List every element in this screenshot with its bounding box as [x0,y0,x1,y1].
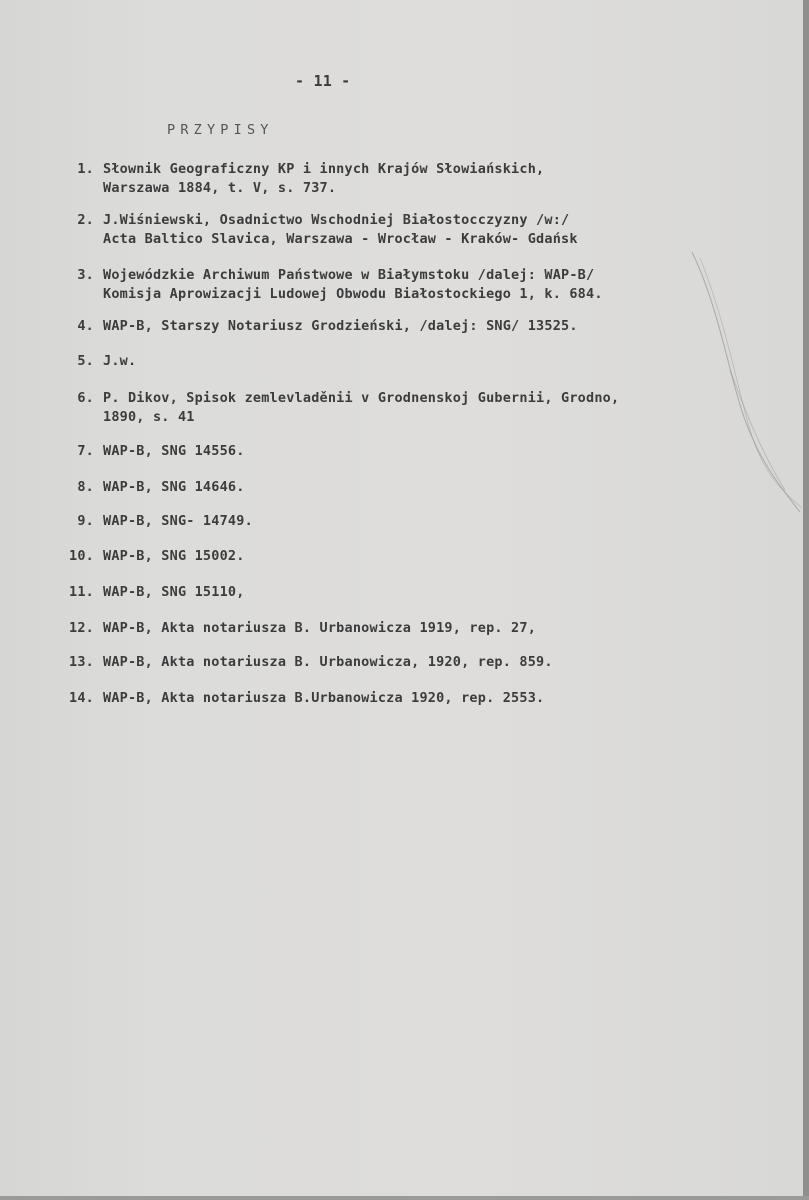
footnote-text: P. Dikov, Spisok zemlevladěnii v Grodnenskoj Gubernii, Grodno, [103,390,620,406]
footnote-number: 10. [69,548,94,564]
footnote-text: J.Wiśniewski, Osadnictwo Wschodniej Białostocczyzny /w:/ [103,212,570,228]
footnote-text: 1890, s. 41 [103,409,195,425]
page-number: - 11 - [295,72,351,90]
footnote-number: 12. [69,620,94,636]
footnote-text: WAP-B, SNG 15002. [103,548,245,564]
footnote-number: 9. [77,513,94,529]
footnote-text: WAP-B, Akta notariusza B.Urbanowicza 1920, rep. 2553. [103,690,545,706]
footnote-number: 8. [77,479,94,495]
footnote-number: 1. [77,161,94,177]
footnote-text: Warszawa 1884, t. V, s. 737. [103,180,337,196]
section-heading: PRZYPISY [167,122,274,138]
page-bottom-edge [0,1196,809,1200]
footnote-text: Acta Baltico Slavica, Warszawa - Wrocław - Kraków- Gdańsk [103,231,578,247]
footnote-number: 5. [77,353,94,369]
footnote-number: 14. [69,690,94,706]
footnote-text: WAP-B, Starszy Notariusz Grodzieński, /dalej: SNG/ 13525. [103,318,578,334]
footnote-text: WAP-B, SNG 15110, [103,584,245,600]
footnote-text: WAP-B, SNG- 14749. [103,513,253,529]
footnote-text: WAP-B, SNG 14646. [103,479,245,495]
footnote-text: WAP-B, SNG 14556. [103,443,245,459]
footnote-text: J.w. [103,353,137,369]
footnote-number: 2. [77,212,94,228]
footnote-text: WAP-B, Akta notariusza B. Urbanowicza 1919, rep. 27, [103,620,537,636]
footnote-number: 11. [69,584,94,600]
page-edge-shadow [803,0,809,1200]
footnote-text: Wojewódzkie Archiwum Państwowe w Białymstoku /dalej: WAP-B/ [103,267,595,283]
footnote-number: 4. [77,318,94,334]
footnote-text: WAP-B, Akta notariusza B. Urbanowicza, 1920, rep. 859. [103,654,553,670]
footnote-number: 13. [69,654,94,670]
footnote-text: Słownik Geograficzny KP i innych Krajów Słowiańskich, [103,161,545,177]
pen-stroke-mark [690,250,805,520]
footnote-number: 7. [77,443,94,459]
footnote-number: 3. [77,267,94,283]
footnote-text: Komisja Aprowizacji Ludowej Obwodu Białostockiego 1, k. 684. [103,286,603,302]
footnote-number: 6. [77,390,94,406]
